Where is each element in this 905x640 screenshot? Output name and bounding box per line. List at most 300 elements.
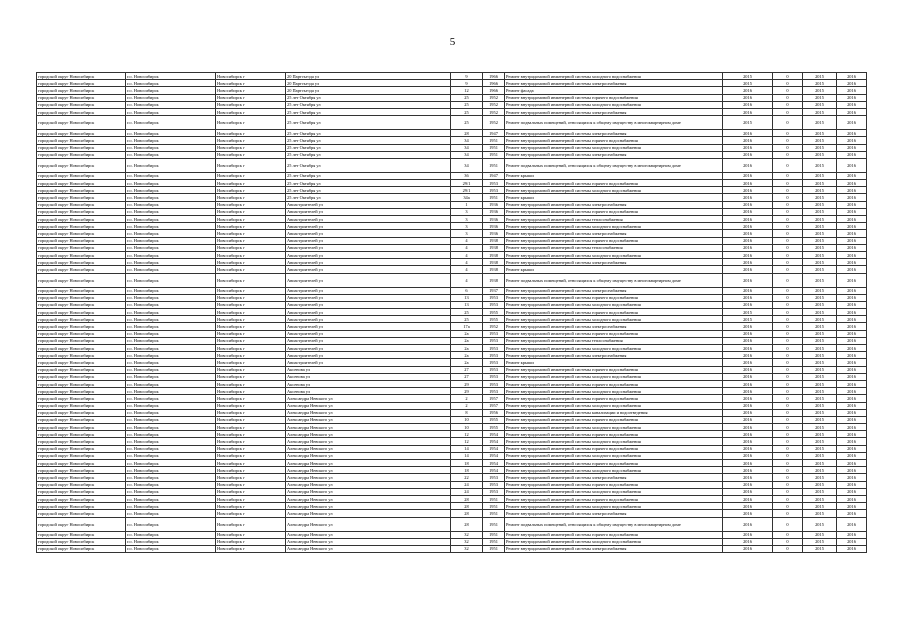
- plan-year-cell: 2016: [723, 380, 773, 387]
- end-year-cell: 2016: [837, 359, 867, 366]
- house-number-cell: 12: [451, 431, 483, 438]
- build-year-cell: 1938: [483, 244, 505, 251]
- table-row: [37, 201, 867, 208]
- table-row: [37, 452, 867, 459]
- amount-cell: 0: [773, 488, 803, 495]
- plan-year-cell: 2016: [723, 345, 773, 352]
- district-cell: городской округ Новосибирск: [37, 137, 126, 144]
- table-row: [37, 481, 867, 488]
- house-number-cell: 34а: [451, 194, 483, 201]
- street-cell: Авиастроителей ул: [286, 301, 451, 308]
- street-cell: Авиастроителей ул: [286, 309, 451, 316]
- end-year-cell: 2016: [837, 452, 867, 459]
- city-cell: г.о. Новосибирск: [126, 301, 216, 308]
- city-cell: г.о. Новосибирск: [126, 510, 216, 517]
- work-type-cell: Ремонт внутридомовой инженерной системы холодного водоснабжения: [505, 101, 723, 108]
- work-type-cell: Ремонт внутридомовой инженерной системы горячего водоснабжения: [505, 366, 723, 373]
- page-number: 5: [449, 36, 456, 48]
- locality-cell: Новосибирск г: [216, 488, 286, 495]
- city-cell: г.о. Новосибирск: [126, 87, 216, 94]
- street-cell: Александра Невского ул: [286, 503, 451, 510]
- street-cell: Александра Невского ул: [286, 545, 451, 552]
- street-cell: 25 лет Октября ул: [286, 116, 451, 130]
- build-year-cell: 1953: [483, 294, 505, 301]
- district-cell: городской округ Новосибирск: [37, 87, 126, 94]
- build-year-cell: 1951: [483, 144, 505, 151]
- end-year-cell: 2016: [837, 445, 867, 452]
- house-number-cell: 10: [451, 424, 483, 431]
- house-number-cell: 25: [451, 101, 483, 108]
- build-year-cell: 1952: [483, 101, 505, 108]
- street-cell: Александра Невского ул: [286, 402, 451, 409]
- house-number-cell: 2а: [451, 337, 483, 344]
- city-cell: г.о. Новосибирск: [126, 345, 216, 352]
- work-type-cell: Ремонт внутридомовой инженерной системы горячего водоснабжения: [505, 380, 723, 387]
- locality-cell: Новосибирск г: [216, 538, 286, 545]
- table-row: [37, 380, 867, 387]
- locality-cell: Новосибирск г: [216, 388, 286, 395]
- start-year-cell: 2015: [803, 301, 837, 308]
- build-year-cell: 1936: [483, 223, 505, 230]
- locality-cell: Новосибирск г: [216, 216, 286, 223]
- start-year-cell: 2015: [803, 409, 837, 416]
- amount-cell: 0: [773, 395, 803, 402]
- district-cell: городской округ Новосибирск: [37, 116, 126, 130]
- city-cell: г.о. Новосибирск: [126, 266, 216, 273]
- locality-cell: Новосибирск г: [216, 395, 286, 402]
- street-cell: Александра Невского ул: [286, 452, 451, 459]
- build-year-cell: 1953: [483, 337, 505, 344]
- city-cell: г.о. Новосибирск: [126, 244, 216, 251]
- street-cell: 20 Партсъезда ул: [286, 80, 451, 87]
- street-cell: 25 лет Октября ул: [286, 130, 451, 137]
- house-number-cell: 2а: [451, 345, 483, 352]
- city-cell: г.о. Новосибирск: [126, 531, 216, 538]
- build-year-cell: 1938: [483, 251, 505, 258]
- start-year-cell: 2015: [803, 259, 837, 266]
- work-type-cell: Ремонт внутридомовой инженерной системы холодного водоснабжения: [505, 488, 723, 495]
- end-year-cell: 2016: [837, 510, 867, 517]
- end-year-cell: 2016: [837, 309, 867, 316]
- end-year-cell: 2016: [837, 531, 867, 538]
- district-cell: городской округ Новосибирск: [37, 187, 126, 194]
- locality-cell: Новосибирск г: [216, 402, 286, 409]
- start-year-cell: 2015: [803, 201, 837, 208]
- work-type-cell: Ремонт внутридомовой инженерной системы горячего водоснабжения: [505, 460, 723, 467]
- locality-cell: Новосибирск г: [216, 287, 286, 294]
- plan-year-cell: 2016: [723, 445, 773, 452]
- city-cell: г.о. Новосибирск: [126, 137, 216, 144]
- table-row: [37, 545, 867, 552]
- work-type-cell: Ремонт внутридомовой инженерной системы теплоснабжения: [505, 216, 723, 223]
- district-cell: городской округ Новосибирск: [37, 273, 126, 287]
- street-cell: 25 лет Октября ул: [286, 101, 451, 108]
- table-row: [37, 116, 867, 130]
- table-row: [37, 474, 867, 481]
- district-cell: городской округ Новосибирск: [37, 345, 126, 352]
- build-year-cell: 1938: [483, 259, 505, 266]
- end-year-cell: 2016: [837, 395, 867, 402]
- end-year-cell: 2016: [837, 460, 867, 467]
- amount-cell: 0: [773, 108, 803, 115]
- locality-cell: Новосибирск г: [216, 416, 286, 423]
- work-type-cell: Ремонт внутридомовой инженерной системы холодного водоснабжения: [505, 301, 723, 308]
- start-year-cell: 2015: [803, 488, 837, 495]
- district-cell: городской округ Новосибирск: [37, 208, 126, 215]
- locality-cell: Новосибирск г: [216, 517, 286, 531]
- locality-cell: Новосибирск г: [216, 266, 286, 273]
- start-year-cell: 2015: [803, 395, 837, 402]
- work-type-cell: Ремонт внутридомовой инженерной системы холодного водоснабжения: [505, 452, 723, 459]
- district-cell: городской округ Новосибирск: [37, 201, 126, 208]
- house-number-cell: 10: [451, 416, 483, 423]
- amount-cell: 0: [773, 510, 803, 517]
- table-row: [37, 130, 867, 137]
- district-cell: городской округ Новосибирск: [37, 395, 126, 402]
- house-number-cell: 2а: [451, 359, 483, 366]
- house-number-cell: 4: [451, 266, 483, 273]
- amount-cell: 0: [773, 445, 803, 452]
- end-year-cell: 2016: [837, 116, 867, 130]
- amount-cell: 0: [773, 345, 803, 352]
- locality-cell: Новосибирск г: [216, 380, 286, 387]
- start-year-cell: 2015: [803, 116, 837, 130]
- start-year-cell: 2015: [803, 402, 837, 409]
- work-type-cell: Ремонт подвальных помещений, относящихся к общему имуществу в многоквартирном доме: [505, 517, 723, 531]
- work-type-cell: Ремонт внутридомовой инженерной системы холодного водоснабжения: [505, 187, 723, 194]
- street-cell: 25 лет Октября ул: [286, 94, 451, 101]
- plan-year-cell: 2016: [723, 467, 773, 474]
- start-year-cell: 2015: [803, 309, 837, 316]
- house-number-cell: 9: [451, 73, 483, 80]
- district-cell: городской округ Новосибирск: [37, 495, 126, 502]
- city-cell: г.о. Новосибирск: [126, 130, 216, 137]
- city-cell: г.о. Новосибирск: [126, 517, 216, 531]
- house-number-cell: 25: [451, 309, 483, 316]
- table-row: [37, 237, 867, 244]
- house-number-cell: 27: [451, 373, 483, 380]
- amount-cell: 0: [773, 531, 803, 538]
- locality-cell: Новосибирск г: [216, 352, 286, 359]
- table-row: [37, 223, 867, 230]
- build-year-cell: 1955: [483, 316, 505, 323]
- work-type-cell: Ремонт крыши: [505, 172, 723, 179]
- work-type-cell: Ремонт внутридомовой инженерной системы горячего водоснабжения: [505, 137, 723, 144]
- district-cell: городской округ Новосибирск: [37, 337, 126, 344]
- street-cell: Аксенова ул: [286, 373, 451, 380]
- table-row: [37, 94, 867, 101]
- house-number-cell: 29: [451, 388, 483, 395]
- district-cell: городской округ Новосибирск: [37, 144, 126, 151]
- table-row: [37, 323, 867, 330]
- amount-cell: 0: [773, 481, 803, 488]
- plan-year-cell: 2016: [723, 87, 773, 94]
- amount-cell: 0: [773, 259, 803, 266]
- start-year-cell: 2015: [803, 359, 837, 366]
- build-year-cell: 1938: [483, 273, 505, 287]
- district-cell: городской округ Новосибирск: [37, 531, 126, 538]
- house-number-cell: 14: [451, 452, 483, 459]
- plan-year-cell: 2016: [723, 266, 773, 273]
- amount-cell: 0: [773, 144, 803, 151]
- district-cell: городской округ Новосибирск: [37, 517, 126, 531]
- street-cell: Александра Невского ул: [286, 431, 451, 438]
- house-number-cell: 28: [451, 495, 483, 502]
- locality-cell: Новосибирск г: [216, 531, 286, 538]
- district-cell: городской округ Новосибирск: [37, 460, 126, 467]
- locality-cell: Новосибирск г: [216, 244, 286, 251]
- build-year-cell: 1954: [483, 445, 505, 452]
- start-year-cell: 2015: [803, 287, 837, 294]
- house-number-cell: 3: [451, 216, 483, 223]
- end-year-cell: 2016: [837, 474, 867, 481]
- house-number-cell: 34: [451, 137, 483, 144]
- amount-cell: 0: [773, 538, 803, 545]
- table-row: [37, 194, 867, 201]
- start-year-cell: 2015: [803, 445, 837, 452]
- street-cell: Аксенова ул: [286, 388, 451, 395]
- table-row: [37, 158, 867, 172]
- district-cell: городской округ Новосибирск: [37, 352, 126, 359]
- locality-cell: Новосибирск г: [216, 208, 286, 215]
- end-year-cell: 2016: [837, 130, 867, 137]
- district-cell: городской округ Новосибирск: [37, 80, 126, 87]
- locality-cell: Новосибирск г: [216, 424, 286, 431]
- plan-year-cell: 2015: [723, 316, 773, 323]
- amount-cell: 0: [773, 467, 803, 474]
- start-year-cell: 2015: [803, 503, 837, 510]
- amount-cell: 0: [773, 309, 803, 316]
- street-cell: Авиастроителей ул: [286, 266, 451, 273]
- district-cell: городской округ Новосибирск: [37, 130, 126, 137]
- street-cell: Авиастроителей ул: [286, 345, 451, 352]
- plan-year-cell: 2016: [723, 230, 773, 237]
- work-type-cell: Ремонт внутридомовой инженерной системы холодного водоснабжения: [505, 251, 723, 258]
- end-year-cell: 2016: [837, 467, 867, 474]
- work-type-cell: Ремонт крыши: [505, 266, 723, 273]
- start-year-cell: 2015: [803, 151, 837, 158]
- build-year-cell: 1951: [483, 158, 505, 172]
- start-year-cell: 2015: [803, 230, 837, 237]
- amount-cell: 0: [773, 187, 803, 194]
- locality-cell: Новосибирск г: [216, 273, 286, 287]
- work-type-cell: Ремонт внутридомовой инженерной системы теплоснабжения: [505, 337, 723, 344]
- start-year-cell: 2015: [803, 244, 837, 251]
- city-cell: г.о. Новосибирск: [126, 352, 216, 359]
- house-number-cell: 4: [451, 259, 483, 266]
- plan-year-cell: 2016: [723, 531, 773, 538]
- house-number-cell: 2а: [451, 330, 483, 337]
- amount-cell: 0: [773, 352, 803, 359]
- plan-year-cell: 2016: [723, 223, 773, 230]
- table-row: [37, 294, 867, 301]
- work-type-cell: Ремонт внутридомовой инженерной системы холодного водоснабжения: [505, 73, 723, 80]
- house-number-cell: 4: [451, 237, 483, 244]
- city-cell: г.о. Новосибирск: [126, 416, 216, 423]
- work-type-cell: Ремонт внутридомовой инженерной системы горячего водоснабжения: [505, 237, 723, 244]
- table-row: [37, 108, 867, 115]
- table-row: [37, 187, 867, 194]
- street-cell: Александра Невского ул: [286, 517, 451, 531]
- end-year-cell: 2016: [837, 287, 867, 294]
- end-year-cell: 2016: [837, 337, 867, 344]
- city-cell: г.о. Новосибирск: [126, 316, 216, 323]
- amount-cell: 0: [773, 94, 803, 101]
- street-cell: Александра Невского ул: [286, 531, 451, 538]
- work-type-cell: Ремонт подвальных помещений, относящихся к общему имуществу в многоквартирном доме: [505, 158, 723, 172]
- start-year-cell: 2015: [803, 316, 837, 323]
- table-row: [37, 101, 867, 108]
- plan-year-cell: 2016: [723, 416, 773, 423]
- plan-year-cell: 2016: [723, 373, 773, 380]
- amount-cell: 0: [773, 194, 803, 201]
- city-cell: г.о. Новосибирск: [126, 208, 216, 215]
- start-year-cell: 2015: [803, 180, 837, 187]
- city-cell: г.о. Новосибирск: [126, 402, 216, 409]
- locality-cell: Новосибирск г: [216, 151, 286, 158]
- plan-year-cell: 2016: [723, 187, 773, 194]
- amount-cell: 0: [773, 151, 803, 158]
- plan-year-cell: 2016: [723, 180, 773, 187]
- locality-cell: Новосибирск г: [216, 237, 286, 244]
- district-cell: городской округ Новосибирск: [37, 216, 126, 223]
- table-row: [37, 301, 867, 308]
- amount-cell: 0: [773, 545, 803, 552]
- plan-year-cell: 2016: [723, 201, 773, 208]
- table-row: [37, 87, 867, 94]
- build-year-cell: 1936: [483, 201, 505, 208]
- work-type-cell: Ремонт внутридомовой инженерной системы холодного водоснабжения: [505, 144, 723, 151]
- table-row: [37, 431, 867, 438]
- amount-cell: 0: [773, 251, 803, 258]
- amount-cell: 0: [773, 402, 803, 409]
- start-year-cell: 2015: [803, 251, 837, 258]
- build-year-cell: 1951: [483, 137, 505, 144]
- city-cell: г.о. Новосибирск: [126, 94, 216, 101]
- work-type-cell: Ремонт внутридомовой инженерной системы холодного водоснабжения: [505, 503, 723, 510]
- end-year-cell: 2016: [837, 366, 867, 373]
- work-type-cell: Ремонт внутридомовой инженерной системы электроснабжения: [505, 259, 723, 266]
- start-year-cell: 2015: [803, 467, 837, 474]
- build-year-cell: 1953: [483, 380, 505, 387]
- locality-cell: Новосибирск г: [216, 294, 286, 301]
- district-cell: городской округ Новосибирск: [37, 287, 126, 294]
- start-year-cell: 2015: [803, 273, 837, 287]
- start-year-cell: 2015: [803, 510, 837, 517]
- house-number-cell: 4: [451, 251, 483, 258]
- amount-cell: 0: [773, 495, 803, 502]
- end-year-cell: 2016: [837, 345, 867, 352]
- start-year-cell: 2015: [803, 144, 837, 151]
- build-year-cell: 1952: [483, 108, 505, 115]
- city-cell: г.о. Новосибирск: [126, 223, 216, 230]
- start-year-cell: 2015: [803, 424, 837, 431]
- build-year-cell: 1966: [483, 87, 505, 94]
- start-year-cell: 2015: [803, 538, 837, 545]
- table-row: [37, 409, 867, 416]
- locality-cell: Новосибирск г: [216, 73, 286, 80]
- house-number-cell: 3: [451, 230, 483, 237]
- start-year-cell: 2015: [803, 438, 837, 445]
- work-type-cell: Ремонт внутридомовой инженерной системы горячего водоснабжения: [505, 395, 723, 402]
- house-number-cell: 2: [451, 402, 483, 409]
- end-year-cell: 2016: [837, 388, 867, 395]
- city-cell: г.о. Новосибирск: [126, 172, 216, 179]
- city-cell: г.о. Новосибирск: [126, 237, 216, 244]
- district-cell: городской округ Новосибирск: [37, 323, 126, 330]
- build-year-cell: 1953: [483, 359, 505, 366]
- locality-cell: Новосибирск г: [216, 187, 286, 194]
- locality-cell: Новосибирск г: [216, 144, 286, 151]
- table-row: [37, 352, 867, 359]
- end-year-cell: 2016: [837, 545, 867, 552]
- build-year-cell: 1953: [483, 366, 505, 373]
- build-year-cell: 1947: [483, 172, 505, 179]
- locality-cell: Новосибирск г: [216, 510, 286, 517]
- end-year-cell: 2016: [837, 481, 867, 488]
- build-year-cell: 1951: [483, 510, 505, 517]
- city-cell: г.о. Новосибирск: [126, 144, 216, 151]
- work-type-cell: Ремонт внутридомовой инженерной системы горячего водоснабжения: [505, 431, 723, 438]
- amount-cell: 0: [773, 287, 803, 294]
- amount-cell: 0: [773, 388, 803, 395]
- end-year-cell: 2016: [837, 373, 867, 380]
- locality-cell: Новосибирск г: [216, 80, 286, 87]
- build-year-cell: 1953: [483, 345, 505, 352]
- street-cell: 25 лет Октября ул: [286, 194, 451, 201]
- work-type-cell: Ремонт внутридомовой инженерной системы холодного водоснабжения: [505, 467, 723, 474]
- start-year-cell: 2015: [803, 474, 837, 481]
- table-row: [37, 330, 867, 337]
- street-cell: Авиастроителей ул: [286, 359, 451, 366]
- work-type-cell: Ремонт внутридомовой инженерной системы электроснабжения: [505, 130, 723, 137]
- street-cell: Авиастроителей ул: [286, 352, 451, 359]
- street-cell: Авиастроителей ул: [286, 244, 451, 251]
- street-cell: Александра Невского ул: [286, 467, 451, 474]
- amount-cell: 0: [773, 316, 803, 323]
- start-year-cell: 2015: [803, 452, 837, 459]
- district-cell: городской округ Новосибирск: [37, 474, 126, 481]
- house-number-cell: 12: [451, 87, 483, 94]
- plan-year-cell: 2015: [723, 73, 773, 80]
- build-year-cell: 1951: [483, 538, 505, 545]
- locality-cell: Новосибирск г: [216, 309, 286, 316]
- district-cell: городской округ Новосибирск: [37, 409, 126, 416]
- amount-cell: 0: [773, 503, 803, 510]
- house-number-cell: 34: [451, 144, 483, 151]
- district-cell: городской округ Новосибирск: [37, 380, 126, 387]
- plan-year-cell: 2016: [723, 251, 773, 258]
- build-year-cell: 1951: [483, 545, 505, 552]
- build-year-cell: 1951: [483, 194, 505, 201]
- capital-repair-table: [36, 72, 866, 553]
- plan-year-cell: 2016: [723, 259, 773, 266]
- city-cell: г.о. Новосибирск: [126, 395, 216, 402]
- start-year-cell: 2015: [803, 345, 837, 352]
- city-cell: г.о. Новосибирск: [126, 495, 216, 502]
- district-cell: городской округ Новосибирск: [37, 316, 126, 323]
- locality-cell: Новосибирск г: [216, 474, 286, 481]
- house-number-cell: 32: [451, 538, 483, 545]
- locality-cell: Новосибирск г: [216, 460, 286, 467]
- city-cell: г.о. Новосибирск: [126, 488, 216, 495]
- street-cell: Александра Невского ул: [286, 416, 451, 423]
- amount-cell: 0: [773, 87, 803, 94]
- plan-year-cell: 2016: [723, 409, 773, 416]
- build-year-cell: 1957: [483, 395, 505, 402]
- plan-year-cell: 2016: [723, 130, 773, 137]
- amount-cell: 0: [773, 130, 803, 137]
